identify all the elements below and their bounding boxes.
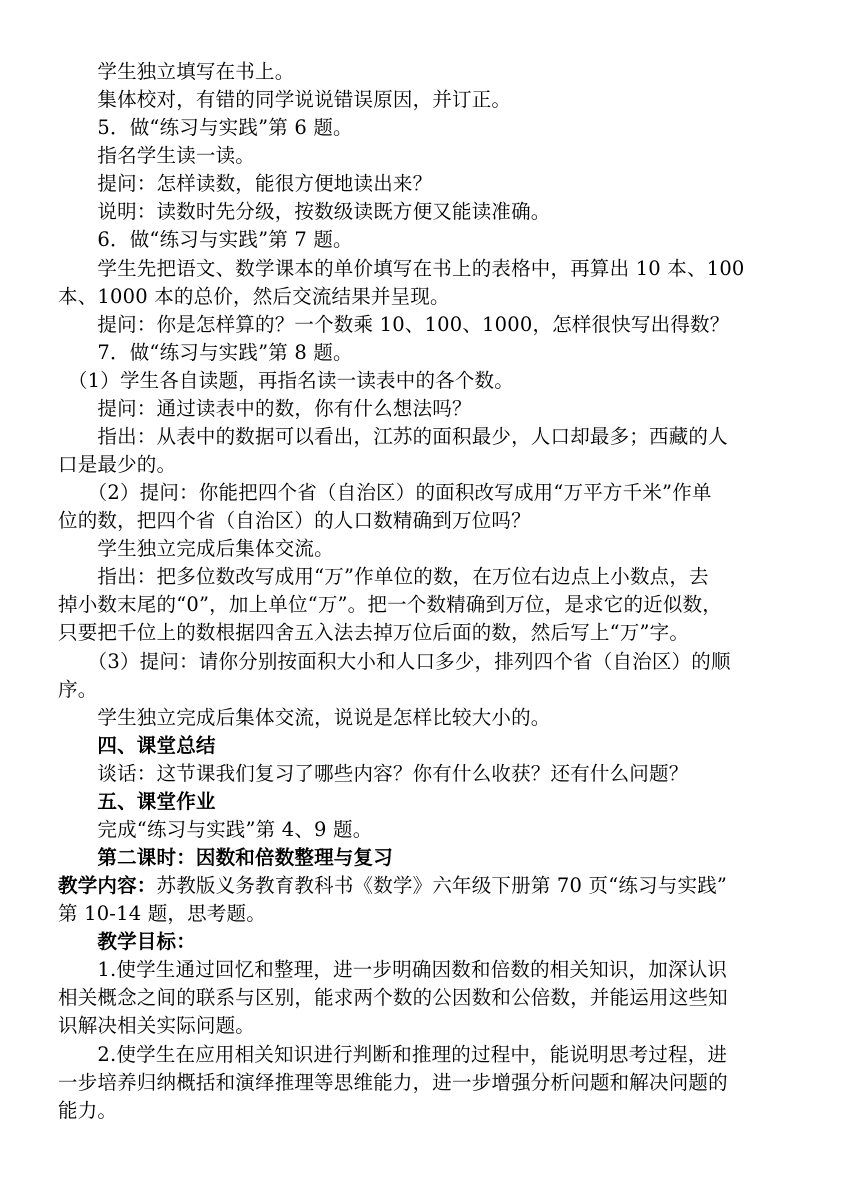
section-heading-summary: 四、课堂总结 — [58, 734, 216, 757]
text-line: 学生独立完成后集体交流，说说是怎样比较大小的。 — [58, 706, 551, 729]
text-line: 2.使学生在应用相关知识进行判断和推理的过程中，能说明思考过程，进 — [58, 1043, 728, 1066]
text-line: 位的数，把四个省（自治区）的人口数精确到万位吗？ — [58, 509, 531, 532]
text-line: 7．做“练习与实践”第 8 题。 — [58, 341, 353, 364]
text-line: 相关概念之间的联系与区别，能求两个数的公因数和公倍数，并能运用这些知 — [58, 986, 728, 1009]
text-line: 学生先把语文、数学课本的单价填写在书上的表格中，再算出 10 本、100 — [58, 257, 745, 280]
text-line: 口是最少的。 — [58, 453, 177, 476]
text-line: 指出：从表中的数据可以看出，江苏的面积最少，人口却最多；西藏的人 — [58, 425, 728, 448]
text-line: 能力。 — [58, 1099, 118, 1122]
text-line: 1.使学生通过回忆和整理，进一步明确因数和倍数的相关知识，加深认识 — [58, 958, 728, 981]
teaching-content-label: 教学内容： — [58, 874, 157, 897]
lesson-title: 第二课时：因数和倍数整理与复习 — [58, 846, 393, 869]
text-line: 学生独立完成后集体交流。 — [58, 537, 334, 560]
text-line: 学生独立填写在书上。 — [58, 60, 295, 83]
text-line: 6．做“练习与实践”第 7 题。 — [58, 228, 353, 251]
text-line: 提问：怎样读数，能很方便地读出来？ — [58, 172, 433, 195]
teaching-content-line: 教学内容：苏教版义务教育教科书《数学》六年级下册第 70 页“练习与实践” — [58, 874, 728, 897]
text-line: 完成“练习与实践”第 4、9 题。 — [58, 818, 373, 841]
text-line: 只要把千位上的数根据四舍五入法去掉万位后面的数，然后写上“万”字。 — [58, 621, 690, 644]
text-line: 指名学生读一读。 — [58, 144, 256, 167]
text-line: 识解决相关实际问题。 — [58, 1014, 256, 1037]
text-line: 掉小数末尾的“0”，加上单位“万”。把一个数精确到万位，是求它的近似数， — [58, 593, 722, 616]
text-line: 谈话：这节课我们复习了哪些内容？你有什么收获？还有什么问题？ — [58, 762, 689, 785]
text-line: 5．做“练习与实践”第 6 题。 — [58, 116, 353, 139]
text-line: （1）学生各自读题，再指名读一读表中的各个数。 — [58, 369, 514, 392]
text-line: 本、1000 本的总价，然后交流结果并呈现。 — [58, 285, 450, 308]
text-line: 一步培养归纳概括和演绎推理等思维能力，进一步增强分析问题和解决问题的 — [58, 1071, 728, 1094]
text-line: （3）提问：请你分别按面积大小和人口多少，排列四个省（自治区）的顺 — [58, 650, 731, 673]
section-heading-homework: 五、课堂作业 — [58, 790, 216, 813]
text-line: 提问：你是怎样算的？一个数乘 10、100、1000，怎样很快写出得数？ — [58, 313, 730, 336]
text-line: 说明：读数时先分级，按数级读既方便又能读准确。 — [58, 200, 551, 223]
text-line: 提问：通过读表中的数，你有什么想法吗？ — [58, 397, 472, 420]
text-line: 序。 — [58, 678, 98, 701]
teaching-goals-heading: 教学目标： — [58, 930, 196, 953]
text-line: 第 10-14 题，思考题。 — [58, 902, 266, 925]
text-line: 指出：把多位数改写成用“万”作单位的数，在万位右边点上小数点，去 — [58, 565, 709, 588]
text-line: 集体校对，有错的同学说说错误原因，并订正。 — [58, 88, 512, 111]
text-line: （2）提问：你能把四个省（自治区）的面积改写成用“万平方千米”作单 — [58, 481, 712, 504]
